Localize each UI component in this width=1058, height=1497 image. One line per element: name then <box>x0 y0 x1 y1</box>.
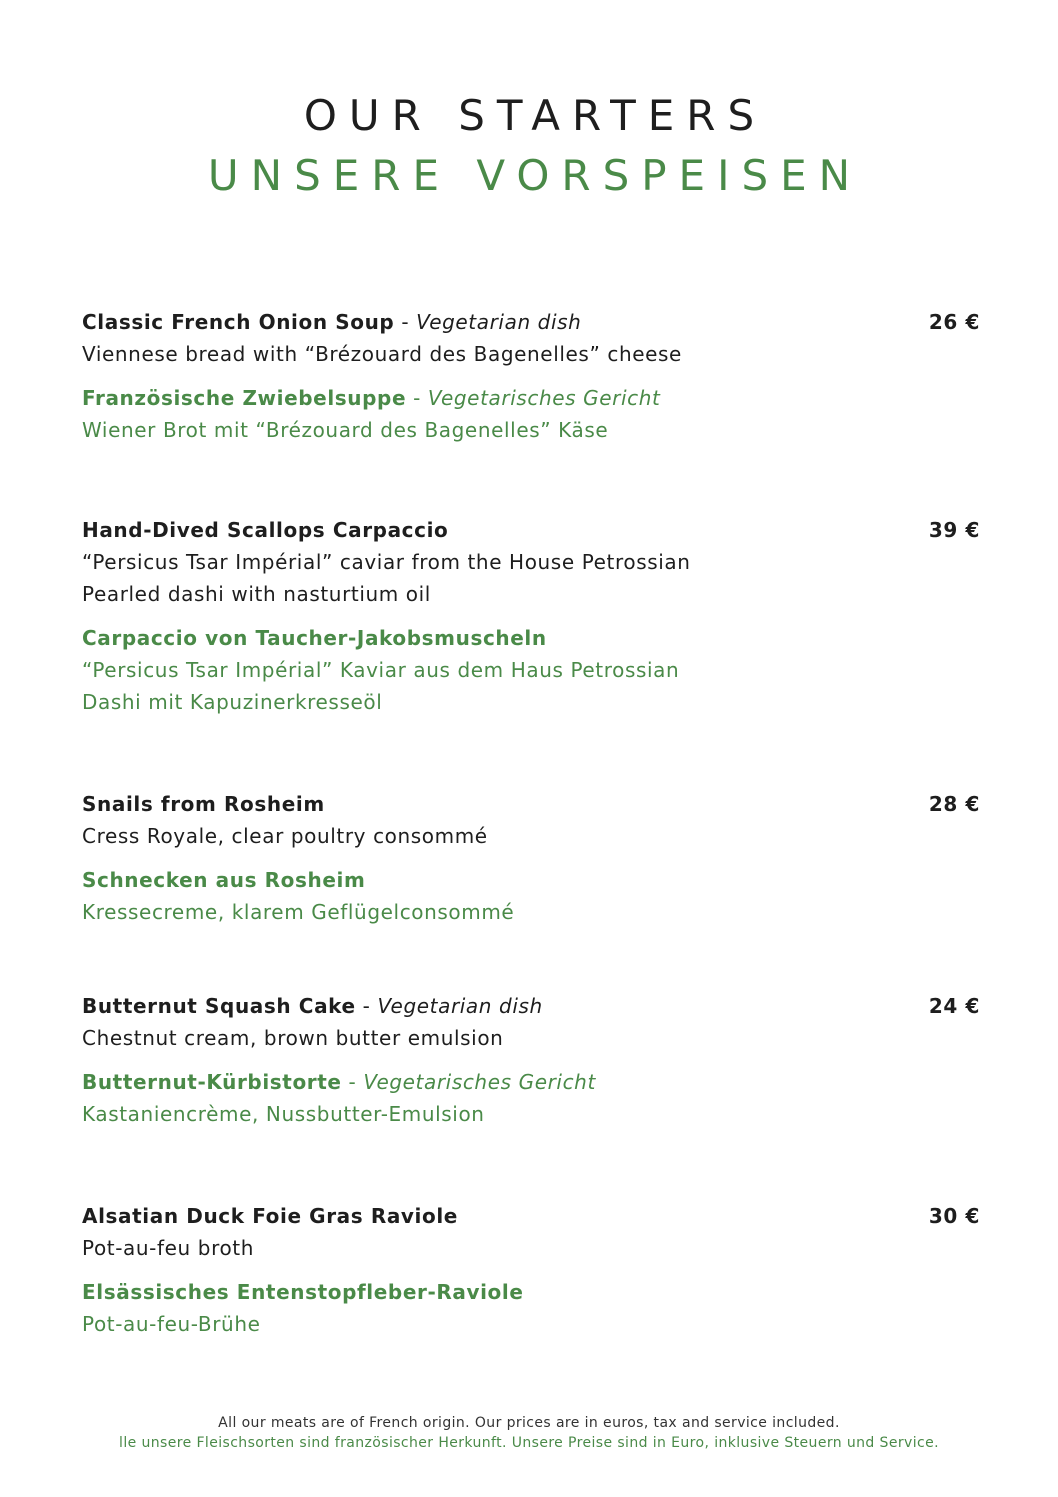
dish-name-german: Schnecken aus Rosheim <box>82 868 366 892</box>
dish-description-german: Dashi mit Kapuzinerkresseöl <box>82 690 383 714</box>
dish-description-german: Kastaniencrème, Nussbutter-Emulsion <box>82 1102 485 1126</box>
footer-note-german: lle unsere Fleischsorten sind französischer Herkunft. Unsere Preise sind in Euro, inklusive Steuern und Service. <box>119 1435 939 1451</box>
dish-tag-german: Vegetarisches Gericht <box>363 1070 596 1094</box>
dish-name-english: Snails from Rosheim <box>82 792 325 816</box>
dish-description-german: Pot-au-feu-Brühe <box>82 1312 261 1336</box>
dish-name-line-german: Französische Zwiebelsuppe - Vegetarisches Gericht <box>82 386 661 410</box>
dish-name-english: Alsatian Duck Foie Gras Raviole <box>82 1204 458 1228</box>
menu-header <box>0 88 1058 204</box>
dish-price: 30 € <box>928 1204 980 1228</box>
dish-foie-gras-raviole <box>82 1200 980 1340</box>
dish-description-english: Pot-au-feu broth <box>82 1236 255 1260</box>
page-title-german: UNSERE VORSPEISEN <box>207 151 863 200</box>
dish-name-english: Classic French Onion Soup <box>82 310 395 334</box>
dish-name-english: Hand-Dived Scallops Carpaccio <box>82 518 449 542</box>
dish-snails-rosheim <box>82 788 980 928</box>
dish-scallops-carpaccio <box>82 514 980 718</box>
dish-price: 28 € <box>928 792 980 816</box>
dish-description-english: Chestnut cream, brown butter emulsion <box>82 1026 504 1050</box>
dish-name-german: Französische Zwiebelsuppe <box>82 386 407 410</box>
dish-name-german: Carpaccio von Taucher-Jakobsmuscheln <box>82 626 547 650</box>
dish-tag-german: Vegetarisches Gericht <box>427 386 661 410</box>
dish-butternut-squash-cake: 24 € Butternut Squash Cake - Vegetarian dish Chestnut cream, brown butter emulsion Butternut-Kürbistorte - Vegetarisches Gericht Kastaniencrème, Nussbutter-Emulsion <box>82 990 980 1130</box>
dish-description-german: Kressecreme, klarem Geflügelconsommé <box>82 900 515 924</box>
dish-price: 26 € <box>928 310 980 334</box>
dish-price: 24 € <box>928 994 980 1018</box>
dish-description-english: Cress Royale, clear poultry consommé <box>82 824 488 848</box>
page-title-english: OUR STARTERS <box>303 91 767 140</box>
dish-description-german: “Persicus Tsar Impérial” Kaviar aus dem Haus Petrossian <box>82 658 680 682</box>
dish-name-line: Classic French Onion Soup - Vegetarian dish <box>82 310 582 334</box>
starters-list <box>82 306 980 1340</box>
dish-price: 39 € <box>928 518 980 542</box>
dish-name-german: Elsässisches Entenstopfleber-Raviole <box>82 1280 524 1304</box>
dish-tag-english: Vegetarian dish <box>377 994 543 1018</box>
footer-note-english: All our meats are of French origin. Our prices are in euros, tax and service included. <box>218 1415 840 1431</box>
dish-name-german: Butternut-Kürbistorte <box>82 1070 342 1094</box>
menu-footer <box>0 1413 1058 1453</box>
dish-description-german: Wiener Brot mit “Brézouard des Bagenelles” Käse <box>82 418 609 442</box>
dish-description-english: Pearled dashi with nasturtium oil <box>82 582 431 606</box>
dish-onion-soup <box>82 306 980 446</box>
dish-name-english: Butternut Squash Cake <box>82 994 356 1018</box>
dish-tag-english: Vegetarian dish <box>416 310 582 334</box>
dish-description-english: “Persicus Tsar Impérial” caviar from the House Petrossian <box>82 550 691 574</box>
dish-description-english: Viennese bread with “Brézouard des Bagenelles” cheese <box>82 342 682 366</box>
